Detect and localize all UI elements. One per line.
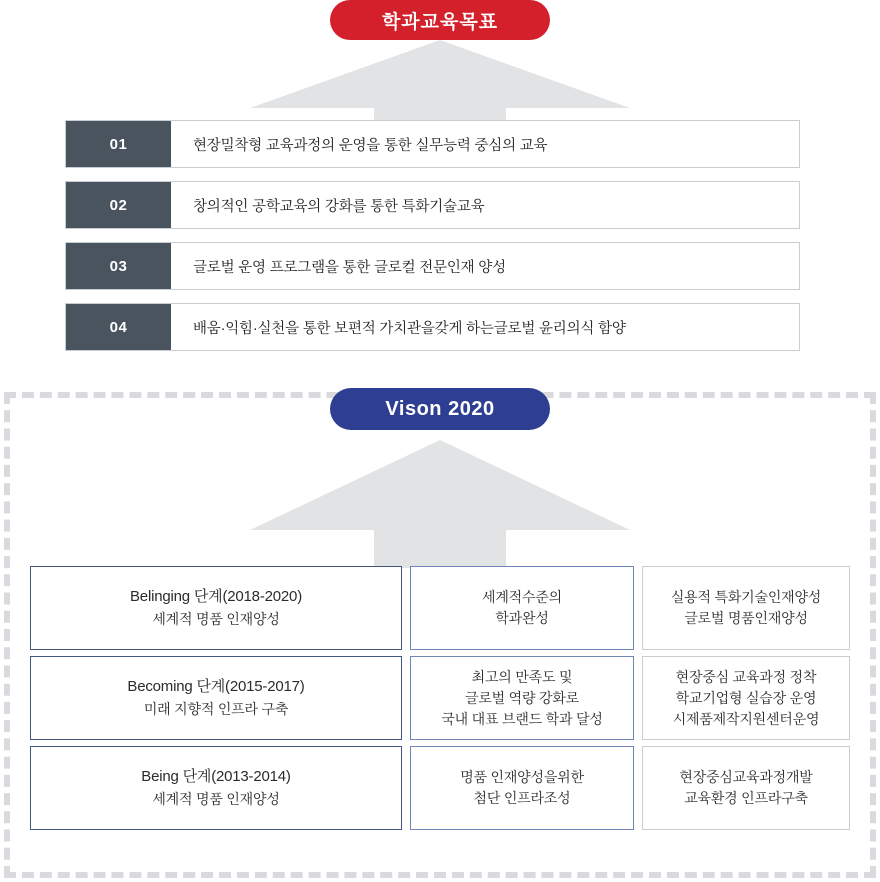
department-goal-title-label: 학과교육목표 <box>381 11 499 33</box>
goal-row <box>65 181 800 229</box>
goal-text: 글로벌 운영 프로그램을 통한 글로컬 전문인재 양성 <box>193 259 506 276</box>
stage-line-1: Being 단계(2013-2014) <box>141 768 291 786</box>
middle-line-1: 세계적수준의 <box>482 589 562 605</box>
right-line-1: 실용적 특화기술인재양성 <box>670 589 822 605</box>
arrow-head-bottom <box>250 440 630 530</box>
stage-line-2: 미래 지향적 인프라 구축 <box>143 700 289 717</box>
right-line-2: 학교기업형 실습장 운영 <box>675 689 817 706</box>
goal-number: 03 <box>66 243 171 289</box>
goal-row <box>65 120 800 168</box>
goal-row <box>65 242 800 290</box>
goal-text: 현장밀착형 교육과정의 운영을 통한 실무능력 중심의 교육 <box>193 137 548 154</box>
stage-line-2: 세계적 명품 인재양성 <box>152 610 280 627</box>
goal-middle-cell <box>410 566 634 650</box>
goal-number: 02 <box>66 182 171 228</box>
middle-line-1: 명품 인재양성을위한 <box>460 769 584 785</box>
stage-line-1: Becoming 단계(2015-2017) <box>127 678 305 696</box>
goal-right-cell <box>642 746 850 830</box>
goal-number: 04 <box>66 304 171 350</box>
middle-line-3: 국내 대표 브랜드 학과 달성 <box>441 710 603 727</box>
vision-title <box>330 388 550 430</box>
goal-middle-cell <box>410 656 634 740</box>
middle-line-2: 글로벌 역량 강화로 <box>465 689 579 706</box>
arrow-stem-bottom <box>374 530 506 568</box>
stage-cell <box>30 656 402 740</box>
vision-grid <box>30 566 850 834</box>
stage-cell <box>30 746 402 830</box>
goal-number: 01 <box>66 121 171 167</box>
stage-line-1: Belinging 단계(2018-2020) <box>130 588 302 606</box>
goal-right-cell <box>642 656 850 740</box>
arrow-head-top <box>250 40 630 108</box>
middle-line-1: 최고의 만족도 및 <box>471 668 573 685</box>
goal-middle-cell <box>410 746 634 830</box>
middle-line-2: 첨단 인프라조성 <box>473 790 571 806</box>
goal-text: 창의적인 공학교육의 강화를 통한 특화기술교육 <box>193 198 485 215</box>
right-line-1: 현장중심 교육과정 정착 <box>675 668 817 685</box>
middle-line-2: 학과완성 <box>495 610 549 626</box>
stage-cell <box>30 566 402 650</box>
right-line-1: 현장중심교육과정개발 <box>679 769 813 785</box>
department-goal-title <box>330 0 550 40</box>
stage-line-2: 세계적 명품 인재양성 <box>152 790 280 807</box>
goal-right-cell <box>642 566 850 650</box>
right-line-2: 교육환경 인프라구축 <box>684 790 808 806</box>
upward-arrow-top <box>250 40 630 120</box>
upward-arrow-bottom <box>250 440 630 568</box>
vision-title-label: Vison 2020 <box>385 397 495 420</box>
right-line-2: 글로벌 명품인재양성 <box>684 610 808 626</box>
goal-row <box>65 303 800 351</box>
goal-text: 배움·익힘·실천을 통한 보편적 가치관을갖게 하는글로벌 윤리의식 함양 <box>193 320 626 337</box>
right-line-3: 시제품제작지원센터운영 <box>672 710 820 727</box>
